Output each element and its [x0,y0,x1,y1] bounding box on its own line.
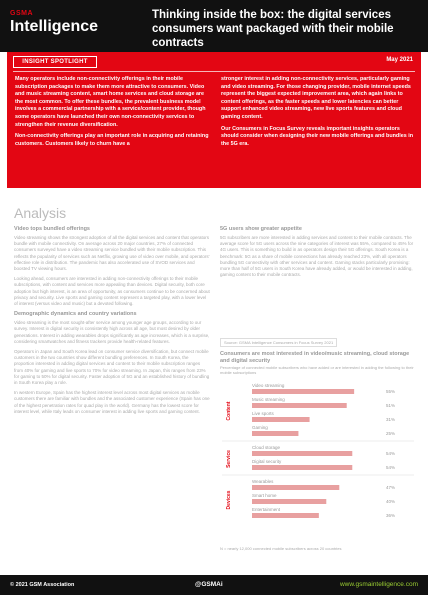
chart-plot-area [220,377,416,537]
analysis-left-column [14,226,210,419]
group-label: Devices [226,490,232,510]
bar-value-label: 36% [386,513,396,518]
bar-category-label: Video streaming [252,383,285,388]
header-bar [0,0,428,52]
analysis-heading: Analysis [14,205,67,221]
spotlight-date: May 2021 [386,57,413,63]
insight-spotlight-panel [7,52,421,188]
bar [252,513,319,518]
spotlight-tag: INSIGHT SPOTLIGHT [13,56,97,68]
bar-value-label: 54% [386,451,396,456]
bar-category-label: Smart home [252,493,277,498]
group-label: Content [226,401,232,421]
bar [252,403,347,408]
bar [252,417,310,422]
bar-category-label: Gaming [252,425,268,430]
bar [252,431,298,436]
website-link[interactable]: www.gsmaintelligence.com [339,581,418,588]
bar-value-label: 40% [386,499,396,504]
spotlight-divider [13,71,415,72]
group-label: Service [226,450,232,468]
chart-source: Source: GSMA Intelligence Consumers in Focus Survey 2021 [220,338,337,347]
report-headline: Thinking inside the box: the digital services consumers want packaged with their mobile contracts [152,9,394,49]
bar-category-label: Live sports [252,411,274,416]
bar-value-label: 54% [386,465,396,470]
brand-small-text: GSMA [10,10,33,17]
chart-subtitle: Percentage of connected mobile subscribers who have added or are interested in adding the following to their mobile subscriptions [220,365,414,375]
copyright-text: © 2021 GSM Association [10,582,75,588]
bar [252,465,352,470]
body-paragraph: Operators in Japan and South Korea lead on consumer service diversification, but connect mobile customers in the two countries show different bundling preferences. In South Korea, the proportion interested in adding digital services and content to their mobile subscription ranges from 40% for gaming and live sports to 70% for video streaming. In Japan, this ranges from 23% for gaming to 50% for digital security. Faster adoption of 5G and an established history of bundling in South Korea play a role. [14,349,210,386]
bar-value-label: 31% [386,417,396,422]
section-subheading: 5G users show greater appetite [220,226,302,232]
body-paragraph: In western Europe, Spain has the highest interest level across most digital services as mobile customers there are familiar with bundles and the associated customer experience (Spain has one of the highest penetration rates for quad play in the world). Germany has the lowest score for interest level, while Italy leads on consumer interest in adding live sports and gaming content. [14,390,210,414]
interest-bar-chart [220,331,416,556]
chart-footnote: N = nearly 12,000 connected mobile subscribers across 20 countries [220,546,342,551]
chart-title: Consumers are most interested in video/music streaming, cloud storage and digital security [220,351,410,364]
bar-value-label: 51% [386,403,396,408]
spotlight-paragraph: Non-connectivity offerings play an important role in acquiring and retaining customers. Customers likely to churn have a [15,133,209,147]
body-paragraph: Video streaming shows the strongest adoption of all the digital services and content that operators bundle with mobile connectivity. On average across 20 major countries, 27% of connected consumers surveyed have a video streaming service bundled with their mobile subscription. This reflects the popularity of services such as Netflix, growing use of video over mobile, and operators' effective role in distribution. The pandemic has also accelerated use of SVOD services and boosted TV viewing hours. [14,235,210,272]
bar [252,389,354,394]
bar-value-label: 25% [386,431,396,436]
body-paragraph: 5G subscribers are more interested in adding services and content to their mobile contracts. The average score for 5G users across the nine categories of interest was 55%, compared to 45% for 4G users. This is something to build in as operators design their 5G offerings. South Korea is a benchmark: 5G as a share of mobile connections has already reached 23%, with all operators bundling 5G connectivity with other services and content. Gaming stacks particularly promising: more than half of 5G users in South Korea have already added, or would be interested in adding, gaming content to their mobile contracts. [220,235,414,278]
bar-value-label: 47% [386,485,396,490]
bar [252,451,352,456]
bar-category-label: Wearables [252,479,274,484]
bar-category-label: Music streaming [252,397,285,402]
twitter-handle[interactable]: @GSMAi [195,581,223,588]
analysis-right-column [220,226,416,282]
spotlight-paragraph: Many operators include non-connectivity offerings in their mobile subscription packages to make them more attractive to consumers. Video and music streaming content, smart home services and cloud storage are the most common. To offer these bundles, the prevalent business model involves a commercial partnership with a service/content provider, though some operators have launched their own non-connectivity services to strengthen their revenue diversification. [15,76,206,128]
bar-category-label: Digital security [252,459,282,464]
body-paragraph: Looking ahead, consumers are interested in adding non-connectivity offerings to their mobile subscriptions, with content and services more appealing than devices. Digital security, both core adoption but high interest, is an area of opportunity, as consumers continue to be concerned about privacy and security. Live sports and gaming content represent a targeted play, with a lower level of interest (versus video and music) but a devoted following. [14,276,210,307]
bar [252,485,339,490]
spotlight-paragraph: Our Consumers in Focus Survey reveals important insights operators should consider when designing their new mobile offerings and bundles in the 5G era. [221,125,413,147]
section-subheading: Demographic dynamics and country variations [14,311,137,318]
footer-bar [0,575,428,595]
bar-value-label: 55% [386,389,396,394]
bar-category-label: Cloud storage [252,445,281,450]
body-paragraph: Video streaming is the most sought-after service among younger age groups, according to our survey. Interest in digital security is consistently high across all age, but most desired by older generations. Interest in adding wearables drops significantly as age increases, which is a surprise, considering smartwatches and fitness trackers provide health-related features. [14,320,210,344]
spotlight-paragraph: stronger interest in adding non-connectivity services, particularly gaming and video streaming. For those changing provider, mobile internet speeds represent the biggest expected improvement area, which again links to content offerings, as the faster speeds and lower latencies can better support enhanced video streaming, new live sports features and cloud gaming content. [221,76,411,120]
spotlight-left-column [15,76,211,152]
bar [252,499,326,504]
gsma-intelligence-logo [10,10,98,36]
bar-category-label: Entertainment [252,507,281,512]
section-subheading: Video tops bundled offerings [14,226,90,232]
spotlight-right-column [221,76,417,152]
brand-big-text: Intelligence [10,18,99,35]
